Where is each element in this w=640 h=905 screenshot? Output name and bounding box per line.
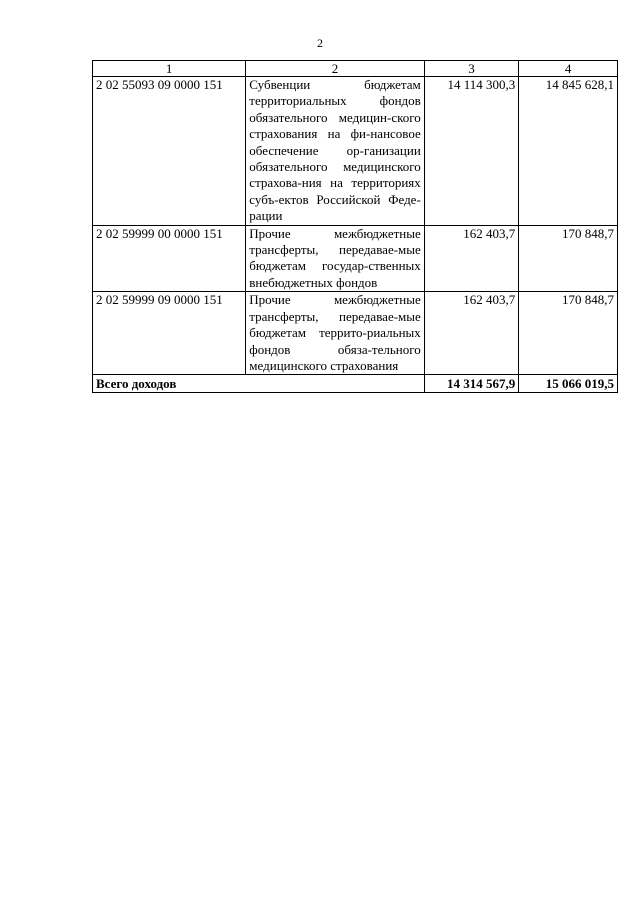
total-row — [93, 375, 618, 393]
amount-column-3: 14 114 300,3 — [424, 77, 518, 226]
amount-column-4: 170 848,7 — [519, 225, 618, 292]
revenue-table — [92, 60, 618, 393]
total-label: Всего доходов — [93, 375, 425, 393]
revenue-name: Прочие межбюджетные трансферты, передавае-мые бюджетам государ-ственных внебюджетных фондов — [246, 225, 424, 292]
revenue-name: Прочие межбюджетные трансферты, передавае-мые бюджетам террито-риальных фондов обяза-тельного медицинского страхования — [246, 292, 424, 375]
table-row — [93, 225, 618, 292]
column-header-4: 4 — [519, 61, 618, 77]
amount-column-3: 162 403,7 — [424, 292, 518, 375]
budget-code: 2 02 55093 09 0000 151 — [93, 77, 246, 226]
table-row — [93, 77, 618, 226]
column-header-3: 3 — [424, 61, 518, 77]
revenue-name: Субвенции бюджетам территориальных фондов обязательного медицин-ского страхования на фи-нансовое обеспечение ор-ганизации обязательного медицинского страхова-ния на территориях субъ-ектов Российской Феде-рации — [246, 77, 424, 226]
column-header-2: 2 — [246, 61, 424, 77]
table-row — [93, 292, 618, 375]
table-header-row — [93, 61, 618, 77]
amount-column-4: 170 848,7 — [519, 292, 618, 375]
amount-column-3: 162 403,7 — [424, 225, 518, 292]
budget-code: 2 02 59999 09 0000 151 — [93, 292, 246, 375]
total-amount-column-4: 15 066 019,5 — [519, 375, 618, 393]
budget-code: 2 02 59999 00 0000 151 — [93, 225, 246, 292]
column-header-1: 1 — [93, 61, 246, 77]
total-amount-column-3: 14 314 567,9 — [424, 375, 518, 393]
page-number: 2 — [317, 36, 323, 50]
amount-column-4: 14 845 628,1 — [519, 77, 618, 226]
